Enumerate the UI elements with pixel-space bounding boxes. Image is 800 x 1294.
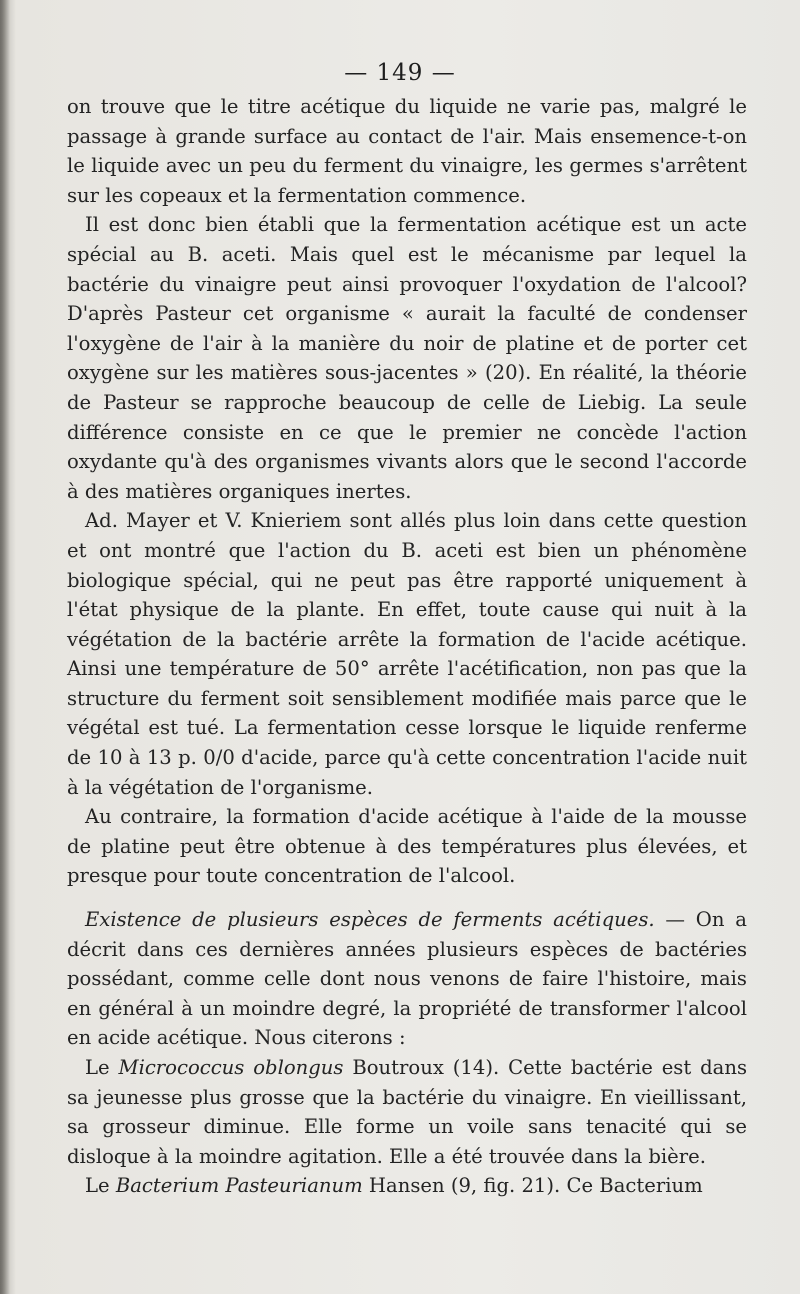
paragraph-6-lead: Le <box>85 1056 119 1079</box>
paragraph-5 <box>67 905 747 1053</box>
paragraph-1: on trouve que le titre acétique du liquide ne varie pas, malgré le passage à grande surface au contact de l'air. Mais ensemence-t-on le liquide avec un peu du ferment du vinaigre, les germes s'arrêtent sur les copeaux et la fermentation commence. <box>67 95 747 207</box>
body-text <box>67 92 747 1201</box>
paragraph-7-lead: Le <box>85 1174 116 1198</box>
species-name-micrococcus: Micrococcus oblongus <box>118 1056 344 1079</box>
paragraph-3: Ad. Mayer et V. Knieriem sont allés plus loin dans cette question et ont montré que l'action du B. aceti est bien un phénomène biologique spécial, qui ne peut pas être rapporté uniquement à l'état physique de la plante. En effet, toute cause qui nuit à la végétation de la bactérie arrête la formation de l'acide acétique. Ainsi une température de 50° arrête l'acétification, non pas que la structure du ferment soit sensiblement modifiée mais parce que le végétal est tué. La fermentation cesse lorsque le liquide renferme de 10 à 13 p. 0/0 d'acide, parce qu'à cette concentration l'acide nuit à la végétation de l'organisme. <box>67 509 747 799</box>
paragraph-4: Au contraire, la formation d'acide acétique à l'aide de la mousse de platine peut être obtenue à des températures plus élevées, et presque pour toute concentration de l'alcool. <box>67 805 747 888</box>
paragraph-6-body: Boutroux (14). Cette bactérie est dans sa jeunesse plus grosse que la bactérie du vinaigre. En vieillissant, sa grosseur diminue. Elle forme un voile sans tenacité qui se disloque à la moindre agitation. Elle a été trouvée dans la bière. <box>67 1056 747 1168</box>
page-number: — 149 — <box>344 60 456 86</box>
paragraph-5-body: — On a décrit dans ces dernières années plusieurs espèces de bactéries possédant, comme celle dont nous venons de faire l'histoire, mais en général à un moindre degré, la propriété de transformer l'alcool en acide acétique. Nous citerons : <box>67 908 747 1050</box>
paragraph-6 <box>67 1053 747 1171</box>
paragraph-7 <box>67 1171 747 1201</box>
spine-shadow <box>0 0 10 1294</box>
species-name-bacterium: Bacterium Pasteurianum <box>115 1174 363 1198</box>
paragraph-7-body: Hansen (9, fig. 21). Ce Bacterium <box>362 1174 703 1198</box>
section-heading: Existence de plusieurs espèces de ferments acétiques. <box>85 908 655 932</box>
paragraph-2: Il est donc bien établi que la fermentation acétique est un acte spécial au B. aceti. Mais quel est le mécanisme par lequel la bactérie du vinaigre peut ainsi provoquer l'oxydation de l'alcool? D'après Pasteur cet organisme « aurait la faculté de condenser l'oxygène de l'air à la manière du noir de platine et de porter cet oxygène sur les matières sous-jacentes » (20). En réalité, la théorie de Pasteur se rapproche beaucoup de celle de Liebig. La seule différence consiste en ce que le premier ne concède l'action oxydante qu'à des organismes vivants alors que le second l'accorde à des matières organiques inertes. <box>67 213 747 503</box>
